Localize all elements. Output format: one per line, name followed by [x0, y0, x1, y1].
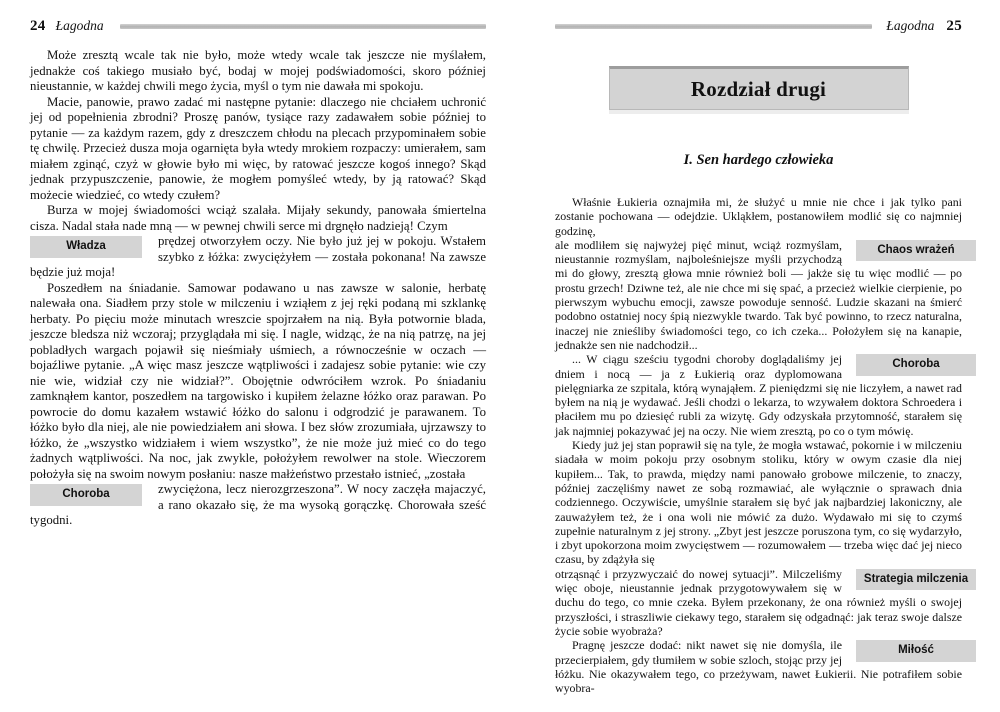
- paragraph-text: Pragnę jeszcze dodać: nikt nawet się nie domyśla, ile przecierpiałem, gdy tłumiłem w sobie szloch, stojąc przy jej łóżku. Nie okazywałem tego, co przeżywam, nawet Łukierii. Nie potrafiłem sobie wyobra-: [555, 638, 962, 696]
- margin-label-box: Choroba: [856, 354, 976, 376]
- header-rule: [120, 24, 486, 29]
- paragraph: [30, 234, 486, 281]
- paragraph: [555, 195, 962, 238]
- paragraph: [555, 638, 962, 695]
- margin-label-box: Strategia milczenia: [856, 569, 976, 591]
- page-body: [555, 195, 969, 696]
- paragraph: [555, 238, 962, 352]
- section-heading: I. Sen hardego człowieka: [683, 152, 834, 168]
- page-number: 24: [30, 17, 46, 34]
- margin-label-box: Miłość: [856, 640, 976, 662]
- chapter-heading: Rozdział drugi: [690, 76, 827, 101]
- margin-label-box: Choroba: [30, 484, 142, 506]
- paragraph-text: zwyciężona, lecz nierozgrzeszona”. W nocy zaczęła majaczyć, a rano okazało się, że ma wysoką gorączkę. Chorowała sześć tygodni.: [30, 482, 486, 527]
- page-right: [500, 0, 1000, 712]
- margin-label-box: Władza: [30, 236, 142, 258]
- page-header: [555, 18, 962, 34]
- paragraph-text: Może zresztą wcale tak nie było, może wtedy wcale tak jeszcze nie myślałem, jednakże coś takiego musiało być, bodaj w mojej podświadomości, skoro później nieustannie, w każdej chwili mego życia, myśl o tym nie dawała mi spokoju.: [30, 48, 486, 93]
- page-body: [30, 48, 486, 529]
- margin-label-box: Chaos wrażeń: [856, 240, 976, 262]
- paragraph: [555, 352, 962, 438]
- page-header: [30, 18, 486, 34]
- header-rule: [555, 24, 872, 29]
- paragraph: [30, 281, 486, 483]
- paragraph-text: ale modliłem się najwyżej pięć minut, wciąż rozmyślam, nieustannie rozmyślam, najboleśniejsze myśli przychodzą mi do głowy, zresztą głowa mnie również boli — jakże się tu więc modlić — po prostu grzech! Dziwne też, ale nie chce mi się spać, a przecież wielkie cierpienie, po pierwszym wybuchu emocji, zawsze powoduje senność. Ludzie skazani na śmierć podobno ostatniej nocy śpią niezwykle twardo. Tak być powinno, to rzecz naturalna, inaczej nie znieśliby świadomości tego, co ich czeka... Położyłem się na kanapie, jednakże sen nie nadchodził...: [555, 237, 962, 352]
- paragraph-text: Macie, panowie, prawo zadać mi następne pytanie: dlaczego nie chciałem uchronić jej od popełnienia zbrodni? Proszę panów, tysiące razy zadawałem sobie później to pytanie — za każdym razem, gdy z dreszczem chłodu na plecach przypominałem sobie tę chwilę. Przecież dusza moja ogarnięta była wtedy mrokiem rozpaczy: umierałem, sam miałem zginąć, czyż w głowie było mi więc, by ratować jeszcze kogoś innego? Skąd jednak przypuszczenie, panowie, że mogłem pomyśleć wtedy, by ją ratować? Skąd możecie wiedzieć, co wtedy czułem?: [30, 94, 486, 202]
- paragraph: [30, 482, 486, 529]
- paragraph-text: ... W ciągu sześciu tygodni choroby doglądaliśmy jej dniem i nocą — ja z Łukierią oraz dyplomowana pielęgniarka ze szpitala, którą wynająłem. Z pieniędzmi się nie liczyłem, a nawet rad byłem na nią je wydawać. Jeśli chodzi o lekarza, to wzywałem doktora Schroedera i płaciłem mu po dziesięć rubli za wizytę. Gdy odzyskała przytomność, starałem się jak najmniej pokazywać jej na oczy. Nie wiem zresztą, po co o tym mówię.: [555, 352, 962, 438]
- paragraph-text: otrząsnąć i przyzwyczaić do nowej sytuacji”. Milczeliśmy więc oboje, nieustannie jednak przygotowywałem się w duchu do tego, co mnie czeka. Byłem przekonany, że ona również myśli o swojej przyszłości, i straszliwie ciekawy tego, starałem się odgadnąć: jak teraz swoje dalsze życie sobie wyobraża?: [555, 566, 962, 638]
- running-title: Łagodna: [886, 18, 935, 33]
- paragraph: [555, 438, 962, 567]
- paragraph-text: prędzej otworzyłem oczy. Nie było już jej w pokoju. Wstałem szybko z łóżka: zwyciężyłem — została pokonana! Na zawsze będzie już moja!: [30, 234, 486, 279]
- paragraph-text: Właśnie Łukieria oznajmiła mi, że służyć u mnie nie chce i jak tylko pani zostanie pochowana — odejdzie. Ukląkłem, postanowiłem modlić się co najmniej godzinę,: [555, 195, 962, 238]
- paragraph: [30, 48, 486, 95]
- chapter-heading-box: [609, 66, 909, 110]
- paragraph: [555, 566, 969, 638]
- paragraph: [30, 95, 486, 204]
- running-title: Łagodna: [55, 18, 104, 33]
- page-number: 25: [946, 17, 962, 34]
- paragraph: [30, 203, 486, 234]
- paragraph-text: Poszedłem na śniadanie. Samowar podawano u nas zawsze w salonie, herbatę nalewała ona. Siadłem przy stole w milczeniu i wziąłem z jej ręki podaną mi szklankę herbaty. Po pięciu może minutach wreszcie spojrzałem na nią. Była potwornie blada, jeszcze bledsza niż wczoraj; przyglądała mi się. I nagle, widząc, że na nią patrzę, na jej pobladłych wargach pojawił się nieśmiały uśmiech, a równocześnie w oczach — bojaźliwe pytanie. „A więc masz jeszcze wątpliwości i zadajesz sobie pytanie: wie czy nie wie, widział czy nie widział?”. Obojętnie odwróciłem wzrok. Po śniadaniu zamknąłem kantor, poszedłem na targowisko i kupiłem żelazne łóżko oraz parawan. Po powrocie do domu kazałem wstawić łóżko do salonu i odgrodzić je parawanem. To łóżko było dla niej, ale nie powiedziałem ani słowa. I bez słów zrozumiała, ujrzawszy to łóżko, że „wszystko widziałem i wiem wszystko”, że nie może już mieć co do tego żadnych wątpliwości. Na noc, jak zwykle, położyłem rewolwer na stole. Wieczorem położyła się na swoim nowym posłaniu: nasze małżeństwo przestało istnieć, „została: [30, 280, 486, 481]
- paragraph-text: Kiedy już jej stan poprawił się na tyle, że mogła wstawać, pokornie i w milczeniu siadała w moim pokoju przy osobnym stoliku, który w owym czasie dla niej kupiłem... Tak, to prawda, między nami panowało grobowe milczenie, to znaczy, później zaczęliśmy nawet ze sobą rozmawiać, ale wyłącznie o sprawach dnia codziennego. Oczywiście, umyślnie starałem się być jak najbardziej lakoniczny, ale zauważyłem też, że i ona woli nie mówić za dużo. Wydawało mi się to czymś zupełnie naturalnym z jej strony. „Zbyt jest jeszcze poruszona tym, co się wydarzyło, i zbyt upokorzona moim zwycięstwem — rozumowałem — trzeba więc dać jej nieco czasu, by zdążyła się: [555, 438, 962, 567]
- paragraph-text: Burza w mojej świadomości wciąż szalała. Mijały sekundy, panowała śmiertelna cisza. Nadal stała nade mną — w pewnej chwili serce mi drgnęło nadzieją! Czym: [30, 203, 486, 233]
